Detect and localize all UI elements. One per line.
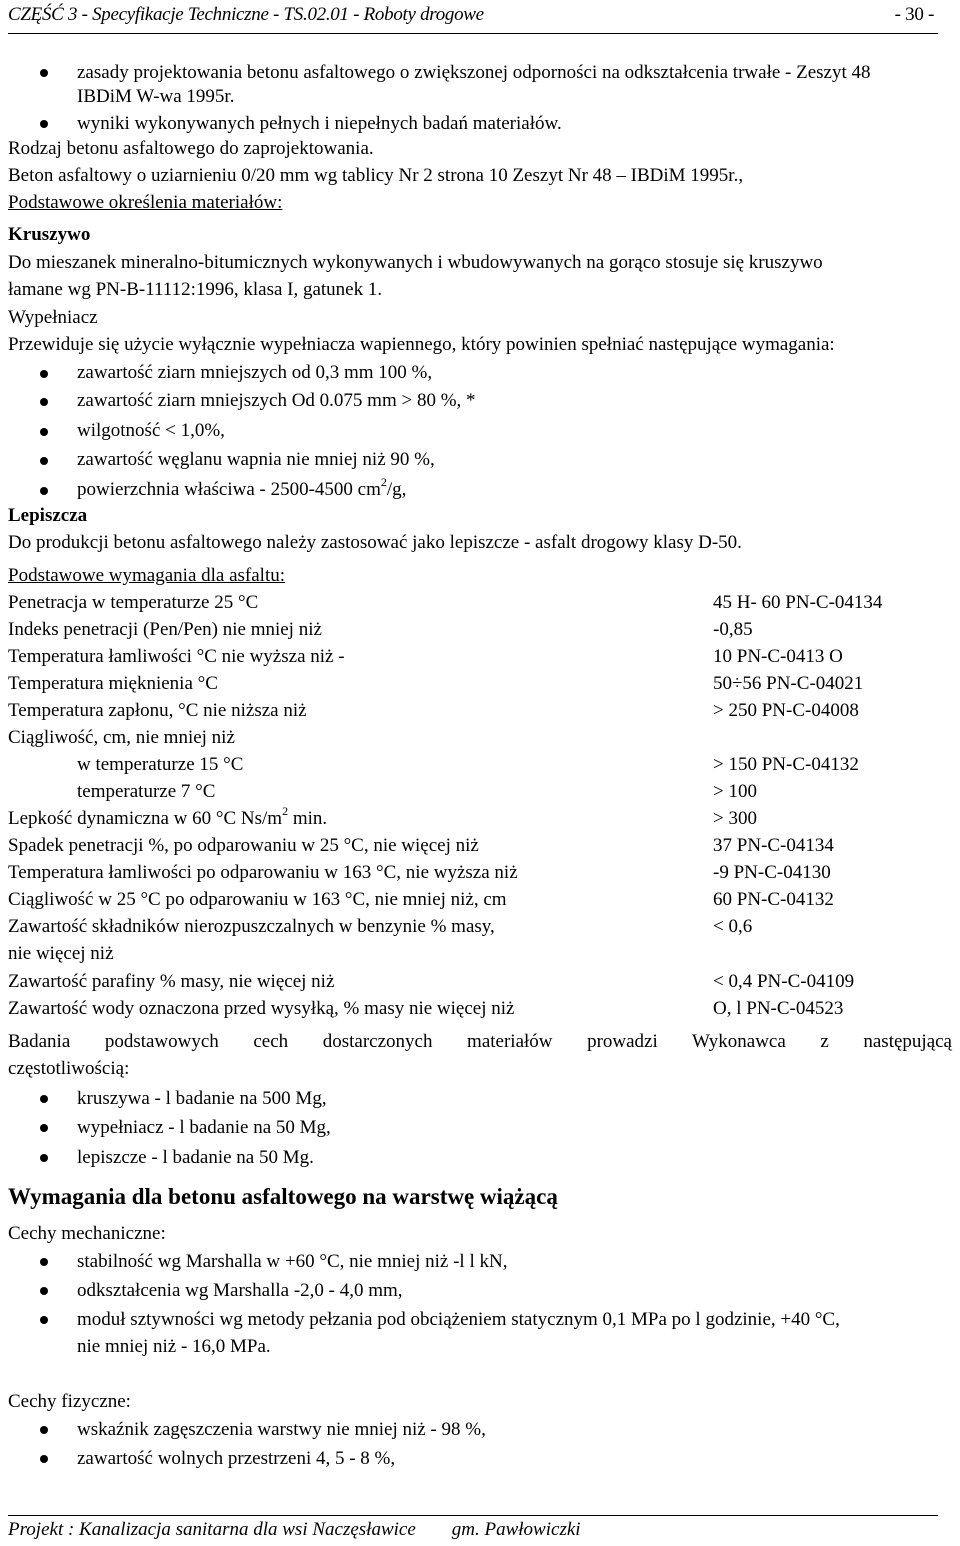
subheading-cechy-fizyczne: Cechy fizyczne: — [8, 1391, 131, 1412]
bullet-icon — [40, 1095, 48, 1103]
asphalt-row-label: w temperaturze 15 °C — [77, 754, 244, 775]
asphalt-row-value: > 300 — [713, 808, 757, 829]
asphalt-row-label: temperaturze 7 °C — [77, 781, 216, 802]
list-item: odkształcenia wg Marshalla -2,0 - 4,0 mm, — [77, 1280, 403, 1301]
paragraph-rodzaj: Rodzaj betonu asfaltowego do zaprojektowania. — [8, 138, 374, 159]
heading-lepiszcza: Lepiszcza — [8, 505, 88, 526]
paragraph-badania: Badania podstawowych cech dostarczonych materiałów prowadzi Wykonawca z następującą — [8, 1031, 952, 1052]
asphalt-row-label-text: Lepkość dynamiczna w 60 °C Ns/m — [8, 808, 283, 829]
subheading-wymagania-asfalt: Podstawowe wymagania dla asfaltu: — [8, 565, 286, 586]
list-item: wyniki wykonywanych pełnych i niepełnych badań materiałów. — [77, 113, 562, 134]
page-number: - 30 - — [894, 4, 934, 25]
footer-rule — [8, 1515, 938, 1516]
asphalt-row-label: Zawartość składników nierozpuszczalnych w benzynie % masy, — [8, 916, 495, 937]
paragraph-wypelniacz: Przewiduje się użycie wyłącznie wypełniacza wapiennego, który powinien spełniać następujące wymagania: — [8, 334, 835, 355]
asphalt-row-label: nie więcej niż — [8, 943, 114, 964]
list-item-continuation: nie mniej niż - 16,0 MPa. — [77, 1336, 271, 1357]
heading-kruszywo: Kruszywo — [8, 224, 91, 245]
list-item: zawartość ziarn mniejszych Od 0.075 mm > 80 %, * — [77, 390, 476, 411]
page-header — [8, 4, 934, 30]
list-item: kruszywa - l badanie na 500 Mg, — [77, 1088, 327, 1109]
bullet-icon — [40, 487, 48, 495]
list-item: wilgotność < 1,0%, — [77, 420, 225, 441]
heading-wypelniacz: Wypełniacz — [8, 307, 98, 328]
list-item: wskaźnik zagęszczenia warstwy nie mniej niż - 98 %, — [77, 1419, 486, 1440]
asphalt-row-label: Temperatura łamliwości °C nie wyższa niż - — [8, 646, 345, 667]
asphalt-row-value: 37 PN-C-04134 — [713, 835, 834, 856]
bullet-icon — [40, 370, 48, 378]
asphalt-row-label: Temperatura łamliwości po odparowaniu w 163 °C, nie wyższa niż — [8, 862, 518, 883]
list-item: zawartość węglanu wapnia nie mniej niż 90 %, — [77, 449, 435, 470]
bullet-icon — [40, 1258, 48, 1266]
asphalt-row-value: > 100 — [713, 781, 757, 802]
bullet-icon — [40, 457, 48, 465]
list-item: stabilność wg Marshalla w +60 °C, nie mniej niż -l l kN, — [77, 1251, 508, 1272]
paragraph-kruszywo-2: łamane wg PN-B-11112:1996, klasa I, gatunek 1. — [8, 279, 383, 300]
asphalt-row-label: Zawartość parafiny % masy, nie więcej niż — [8, 971, 335, 992]
bullet-icon — [40, 1124, 48, 1132]
list-item: wypełniacz - l badanie na 50 Mg, — [77, 1117, 331, 1138]
footer-commune: gm. Pawłowiczki — [451, 1519, 581, 1540]
bullet-icon — [40, 1316, 48, 1324]
subheading-okreslenia: Podstawowe określenia materiałów: — [8, 192, 283, 213]
paragraph-lepiszcza: Do produkcji betonu asfaltowego należy zastosować jako lepiszcze - asfalt drogowy klasy D-50. — [8, 532, 742, 553]
list-item-tail: /g, — [386, 479, 407, 500]
asphalt-row-label-tail: min. — [288, 808, 328, 829]
asphalt-row-value: 45 H- 60 PN-C-04134 — [713, 592, 883, 613]
asphalt-row-label: Temperatura mięknienia °C — [8, 673, 218, 694]
asphalt-row-value: < 0,4 PN-C-04109 — [713, 971, 855, 992]
asphalt-row-value: -9 PN-C-04130 — [713, 862, 831, 883]
footer-project: Projekt : Kanalizacja sanitarna dla wsi Naczęsławice — [8, 1519, 416, 1540]
superscript: 2 — [282, 803, 289, 818]
list-item: lepiszcze - l badanie na 50 Mg. — [77, 1147, 314, 1168]
asphalt-row-value: O, l PN-C-04523 — [713, 998, 844, 1019]
bullet-icon — [40, 1426, 48, 1434]
bullet-icon — [40, 1455, 48, 1463]
asphalt-row-label: Temperatura zapłonu, °C nie niższa niż — [8, 700, 307, 721]
list-item — [77, 474, 952, 503]
list-item: moduł sztywności wg metody pełzania pod obciążeniem statycznym 0,1 MPa po l godzinie, +40 °C, — [77, 1309, 840, 1330]
header-rule — [8, 33, 938, 34]
asphalt-row-label: Ciągliwość w 25 °C po odparowaniu w 163 °C, nie mniej niż, cm — [8, 889, 507, 910]
paragraph-kruszywo-1: Do mieszanek mineralno-bitumicznych wykonywanych i wbudowywanych na gorąco stosuje się kruszywo — [8, 252, 823, 273]
bullet-icon — [40, 398, 48, 406]
page-footer — [8, 1519, 581, 1541]
asphalt-row-value: 50÷56 PN-C-04021 — [713, 673, 864, 694]
list-item: zasady projektowania betonu asfaltowego o zwiększonej odporności na odkształcenia trwałe - Zeszyt 48 — [77, 62, 871, 83]
asphalt-row-value: < 0,6 — [713, 916, 753, 937]
list-item-text: powierzchnia właściwa - 2500-4500 cm — [77, 479, 381, 500]
asphalt-row-value: 60 PN-C-04132 — [713, 889, 834, 910]
asphalt-row-value: 10 PN-C-0413 O — [713, 646, 843, 667]
asphalt-row-label: Indeks penetracji (Pen/Pen) nie mniej niż — [8, 619, 322, 640]
section-heading: Wymagania dla betonu asfaltowego na warstwę wiążącą — [8, 1184, 558, 1209]
subheading-cechy-mechaniczne: Cechy mechaniczne: — [8, 1223, 166, 1244]
list-item-continuation: IBDiM W-wa 1995r. — [77, 86, 235, 107]
asphalt-row-label: Penetracja w temperaturze 25 °C — [8, 592, 259, 613]
list-item: zawartość ziarn mniejszych od 0,3 mm 100 %, — [77, 362, 433, 383]
bullet-icon — [40, 1154, 48, 1162]
asphalt-row-label: Spadek penetracji %, po odparowaniu w 25 °C, nie więcej niż — [8, 835, 479, 856]
asphalt-row-value: > 250 PN-C-04008 — [713, 700, 859, 721]
bullet-icon — [40, 428, 48, 436]
asphalt-row-label — [8, 803, 952, 832]
bullet-icon — [40, 1287, 48, 1295]
asphalt-row-value: -0,85 — [713, 619, 753, 640]
list-item: zawartość wolnych przestrzeni 4, 5 - 8 %, — [77, 1448, 396, 1469]
paragraph-badania-2: częstotliwością: — [8, 1058, 130, 1079]
bullet-icon — [40, 120, 48, 128]
asphalt-row-value: > 150 PN-C-04132 — [713, 754, 859, 775]
asphalt-row-label: Ciągliwość, cm, nie mniej niż — [8, 727, 235, 748]
paragraph-beton: Beton asfaltowy o uziarnieniu 0/20 mm wg tablicy Nr 2 strona 10 Zeszyt Nr 48 – IBDiM 1995r., — [8, 165, 744, 186]
asphalt-row-label: Zawartość wody oznaczona przed wysyłką, % masy nie więcej niż — [8, 998, 515, 1019]
bullet-icon — [40, 69, 48, 77]
superscript: 2 — [380, 474, 387, 489]
header-title: CZĘŚĆ 3 - Specyfikacje Techniczne - TS.02.01 - Roboty drogowe — [8, 4, 484, 25]
